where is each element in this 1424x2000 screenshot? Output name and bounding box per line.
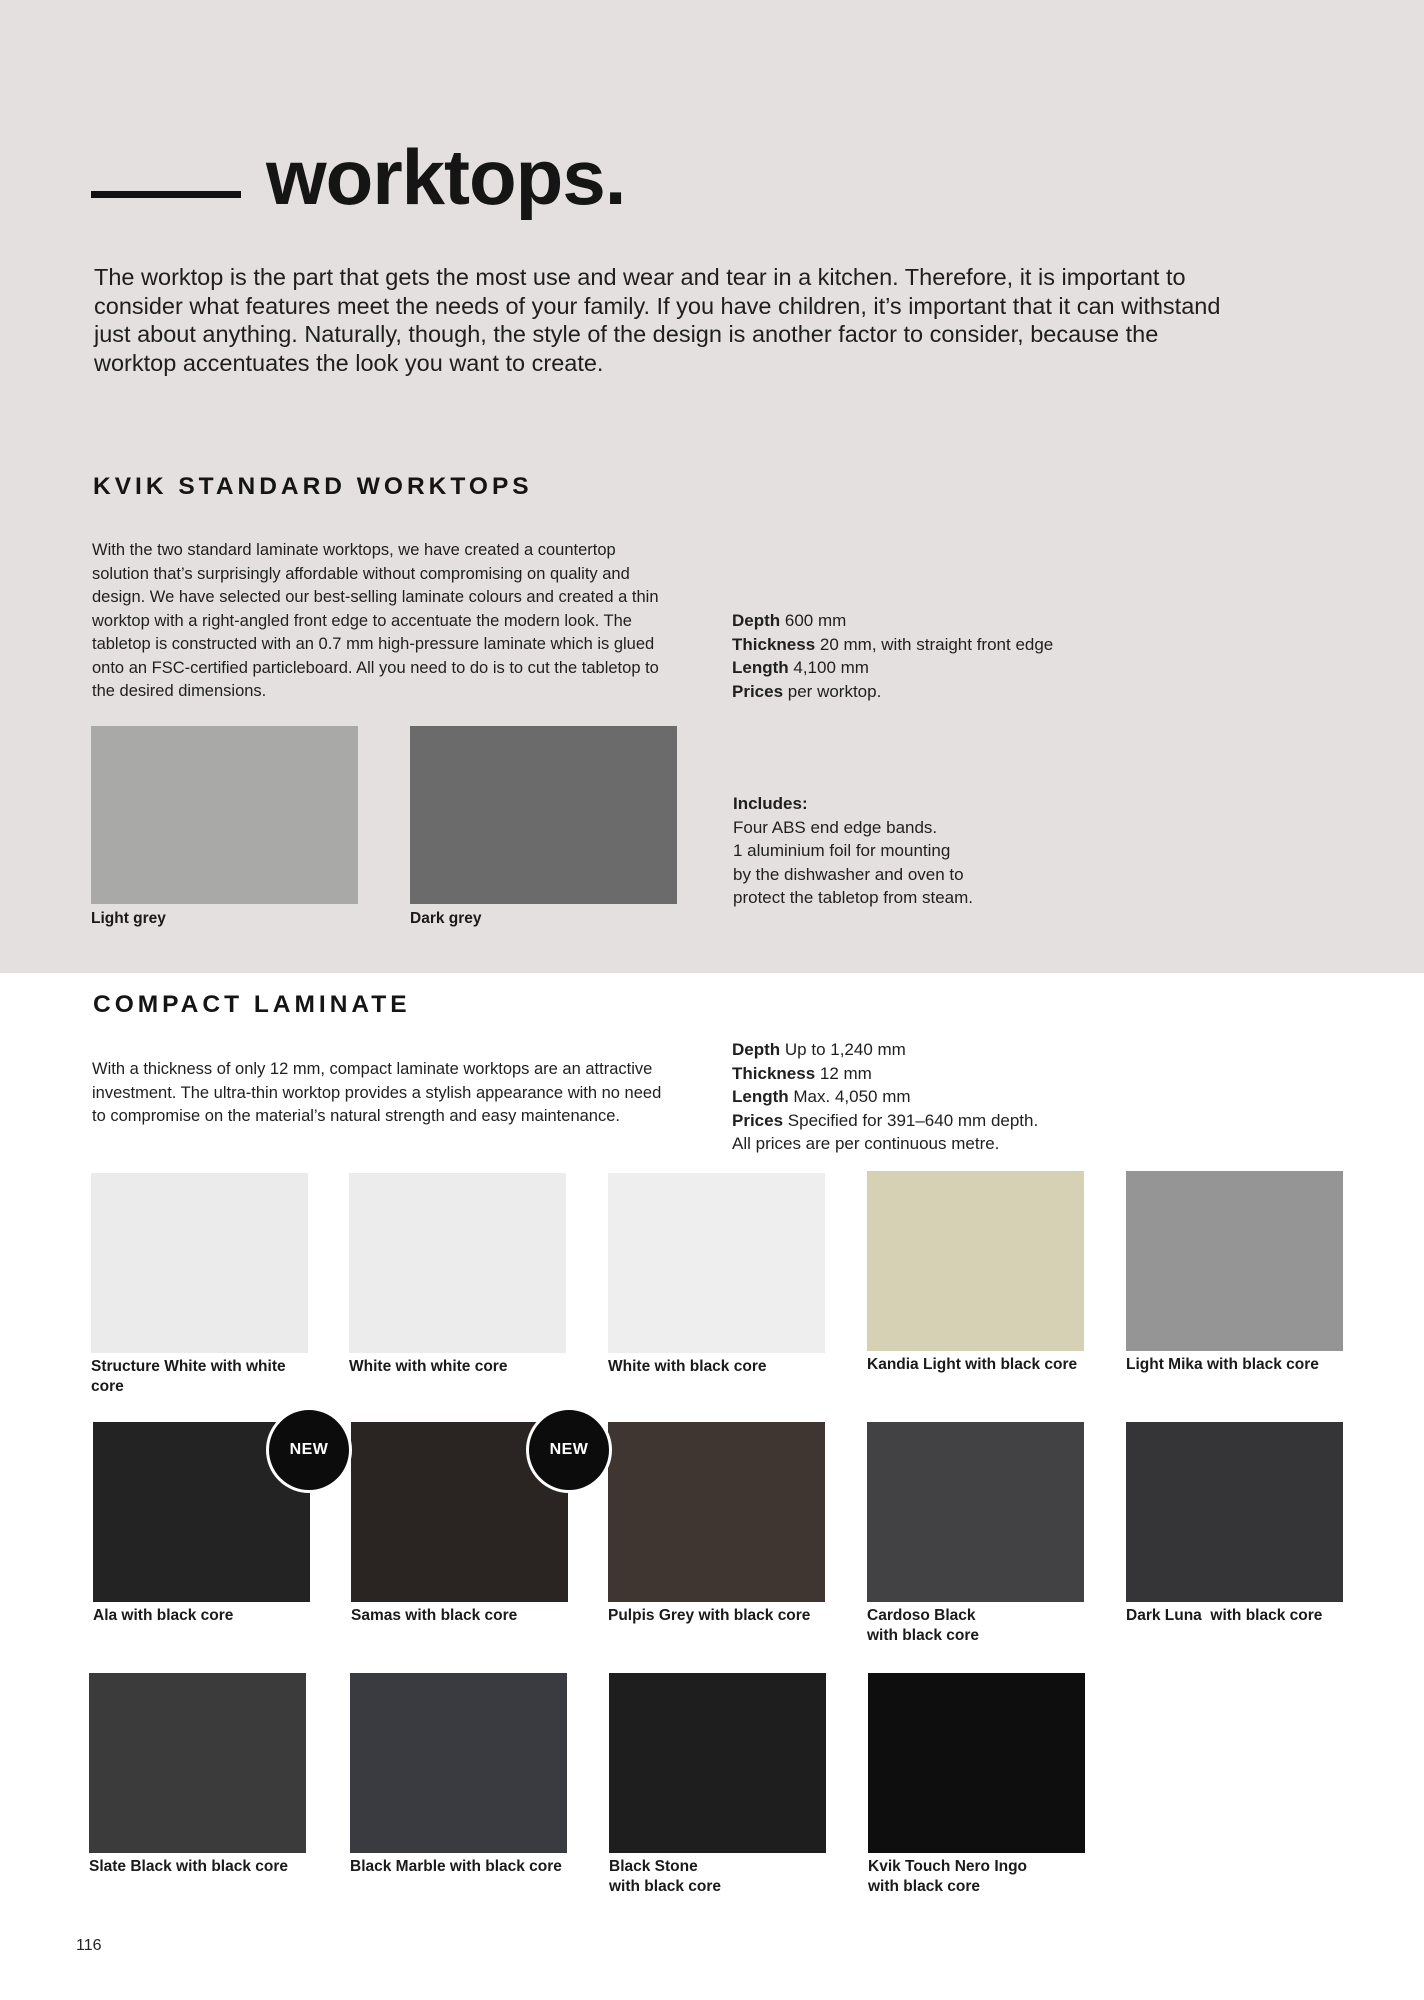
standard-body: With the two standard laminate worktops, we have created a countertop solution that’s surprisingly affordable without compromising on quality and design. We have selected our best-selling laminate colours and created a thin worktop with a right-angled front edge to accentuate the modern look. The tabletop is constructed with an 0.7 mm high-pressure laminate which is glued onto an FSC-certified particleboard. All you need to do is to cut the tabletop to the desired dimensions.	[92, 541, 659, 700]
swatch-image	[609, 1673, 826, 1853]
title-rule	[91, 191, 241, 198]
spec-row-prices: Prices Specified for 391–640 mm depth.	[732, 1110, 1039, 1130]
spec-row-length: Length Max. 4,050 mm	[732, 1087, 911, 1106]
swatch-label: Slate Black with black core	[89, 1858, 289, 1875]
swatch-dark-luna[interactable]	[1126, 1422, 1343, 1647]
page-number: 116	[76, 1937, 102, 1954]
standard-specs	[732, 609, 1053, 703]
swatch-pulpis-grey[interactable]	[608, 1422, 825, 1647]
intro-paragraph: The worktop is the part that gets the most use and wear and tear in a kitchen. Therefore, it is important to consider what features meet the needs of your family. If you have children, it’s important that it can withstand just about anything. Naturally, though, the style of the design is another factor to consider, because the worktop accentuates the look you want to create.	[94, 264, 1221, 376]
swatch-white-black-core[interactable]	[608, 1173, 825, 1398]
spec-row-prices: Prices per worktop.	[732, 681, 882, 701]
swatch-image	[350, 1673, 567, 1853]
swatch-label: Structure White with white core	[91, 1358, 286, 1395]
swatch-image	[608, 1173, 825, 1353]
swatch-image	[1126, 1422, 1343, 1602]
compact-specs	[732, 1038, 1038, 1156]
swatch-label: Pulpis Grey with black core	[608, 1607, 811, 1624]
swatch-light-mika[interactable]	[1126, 1171, 1343, 1396]
swatch-kandia-light[interactable]	[867, 1171, 1084, 1396]
includes-block	[733, 792, 1073, 910]
includes-line: protect the tabletop from steam.	[733, 888, 974, 907]
swatch-label: Light Mika with black core	[1126, 1356, 1319, 1373]
swatch-label: Black Stone with black core	[609, 1858, 721, 1895]
swatch-white-white-core[interactable]	[349, 1173, 566, 1398]
includes-line: Four ABS end edge bands.	[733, 817, 938, 837]
spec-row-note: All prices are per continuous metre.	[732, 1134, 1000, 1153]
swatch-image	[608, 1422, 825, 1602]
swatch-slate-black[interactable]	[89, 1673, 306, 1898]
swatch-image	[91, 726, 358, 904]
new-badge: NEW	[526, 1407, 612, 1493]
swatch-label: Samas with black core	[351, 1607, 518, 1624]
includes-line: 1 aluminium foil for mounting	[733, 841, 951, 860]
page-title: worktops.	[266, 133, 626, 221]
includes-line: by the dishwasher and oven to	[733, 864, 964, 884]
swatch-black-marble[interactable]	[350, 1673, 567, 1898]
swatch-image	[410, 726, 677, 904]
includes-title: Includes:	[733, 794, 808, 813]
swatch-image	[867, 1171, 1084, 1351]
swatch-label: Light grey	[91, 910, 166, 927]
swatch-image	[1126, 1171, 1343, 1351]
swatch-label: White with white core	[349, 1358, 508, 1375]
new-badge: NEW	[266, 1407, 352, 1493]
spec-row-depth: Depth 600 mm	[732, 611, 847, 630]
compact-body: With a thickness of only 12 mm, compact laminate worktops are an attractive investment. The ultra-thin worktop provides a stylish appearance with no need to compromise on the material’s natural strength and easy maintenance.	[92, 1060, 662, 1125]
standard-heading: KVIK STANDARD WORKTOPS	[93, 473, 533, 500]
swatch-dark-grey[interactable]	[410, 726, 677, 936]
swatch-kvik-touch-nero-ingo[interactable]	[868, 1673, 1085, 1898]
swatch-structure-white[interactable]	[91, 1173, 308, 1398]
swatch-black-stone[interactable]	[609, 1673, 826, 1898]
swatch-image	[91, 1173, 308, 1353]
spec-row-length: Length 4,100 mm	[732, 658, 869, 677]
swatch-label: Dark grey	[410, 910, 482, 927]
swatch-label: Cardoso Black with black core	[867, 1607, 979, 1644]
swatch-image	[89, 1673, 306, 1853]
swatch-light-grey[interactable]	[91, 726, 358, 936]
swatch-label: Kvik Touch Nero Ingo with black core	[868, 1858, 1028, 1895]
swatch-image	[349, 1173, 566, 1353]
swatch-image	[868, 1673, 1085, 1853]
compact-heading: COMPACT LAMINATE	[93, 991, 411, 1018]
swatch-label: Kandia Light with black core	[867, 1356, 1078, 1373]
spec-row-thickness: Thickness 12 mm	[732, 1063, 872, 1083]
spec-row-thickness: Thickness 20 mm, with straight front edge	[732, 634, 1054, 654]
swatch-cardoso-black[interactable]	[867, 1422, 1084, 1647]
swatch-label: Black Marble with black core	[350, 1858, 562, 1875]
swatch-label: Ala with black core	[93, 1607, 234, 1624]
swatch-label: White with black core	[608, 1358, 767, 1375]
swatch-image	[867, 1422, 1084, 1602]
spec-row-depth: Depth Up to 1,240 mm	[732, 1040, 906, 1059]
swatch-label: Dark Luna with black core	[1126, 1607, 1323, 1624]
